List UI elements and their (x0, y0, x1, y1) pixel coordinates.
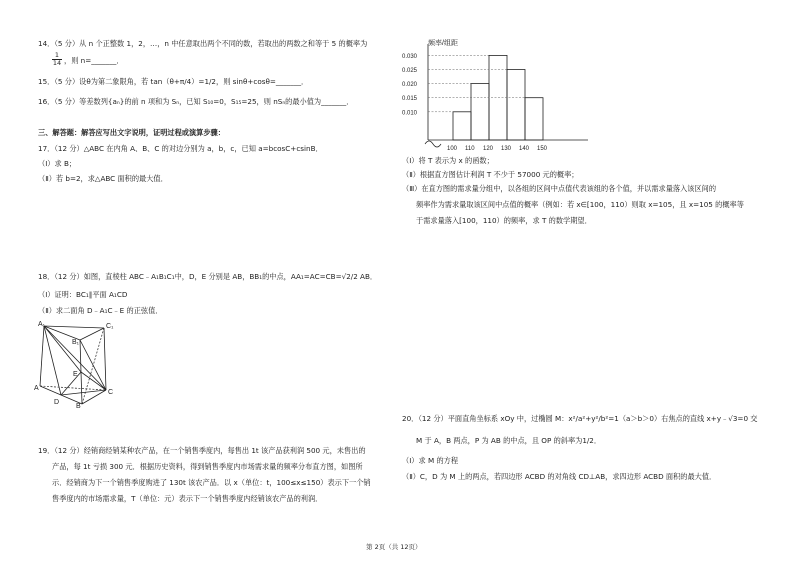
y-tick-label: 0.030 (402, 53, 418, 60)
y-tick-label: 0.020 (402, 82, 418, 89)
x-tick-label: 130 (501, 146, 512, 152)
q20-part2: （Ⅱ）C，D 为 M 上的两点，若四边形 ACBD 的对角线 CD⊥AB，求四边形 ACBD 面积的最大值． (402, 472, 717, 481)
q19-part2: （Ⅱ）根据直方图估计利润 T 不少于 57000 元的概率； (402, 170, 579, 179)
histogram-chart (398, 36, 598, 156)
y-tick-label: 0.010 (402, 110, 418, 117)
label-b1: B₁ (72, 339, 80, 346)
edge-aa1 (40, 326, 44, 386)
q17-part1: （Ⅰ）求 B； (38, 159, 77, 168)
x-tick-label: 150 (537, 146, 548, 152)
q14-tail: ，则 n=_______． (64, 56, 124, 65)
edge-ac-hidden (40, 386, 106, 390)
label-c: C (108, 389, 114, 396)
q14-text: 14．（5 分）从 n 个正整数 1，2，…，n 中任意取出两个不同的数，若取出的两数之和等于 5 的概率为 (38, 39, 368, 48)
q14-fraction (52, 52, 62, 67)
edge-c1b-hidden (82, 328, 104, 404)
q19-line2: 产品，每 1t 亏损 300 元．根据历史资料，得到销售季度内市场需求量的频率分布直方图，如图所 (52, 462, 363, 471)
y-tick-label: 0.015 (402, 96, 418, 103)
q15-text: 15．（5 分）设θ为第二象限角，若 tan（θ+π/4）=1/2，则 sinθ+cosθ=_______． (38, 77, 309, 86)
label-d: D (54, 399, 60, 406)
q18-part1: （Ⅰ）证明：BC₁∥平面 A₁CD (38, 290, 128, 299)
histogram-bar-1 (471, 84, 489, 140)
edge-cc1 (104, 328, 106, 390)
q14-frac-den: 14 (52, 59, 62, 67)
label-a: A (34, 385, 39, 392)
q19-line1: 19．（12 分）经销商经销某种农产品，在一个销售季度内，每售出 1t 该产品获利润 500 元，未售出的 (38, 446, 366, 455)
label-b: B (76, 403, 81, 410)
histogram-bar-3 (507, 70, 525, 141)
q18-text: 18．（12 分）如图，直棱柱 ABC﹣A₁B₁C₁中，D，E 分别是 AB，BB₁的中点，AA₁=AC=CB=√2/2 AB． (38, 272, 378, 281)
q19-line3: 示．经销商为下一个销售季度购进了 130t 该农产品．以 x（单位：t，100≤x≤150）表示下一个销 (52, 478, 371, 487)
x-tick-label: 100 (447, 146, 458, 152)
y-tick-label: 0.025 (402, 68, 418, 74)
q14-frac-num: 1 (54, 51, 60, 59)
edge-de (61, 372, 81, 395)
x-tick-label: 140 (519, 146, 530, 152)
label-a1: A₁ (38, 321, 46, 328)
section-3-heading: 三、解答题：解答应写出文字说明，证明过程或演算步骤： (38, 128, 225, 137)
q19-line4: 售季度内的市场需求量，T（单位：元）表示下一个销售季度内经销该农产品的利润． (52, 494, 323, 503)
q17-text: 17．（12 分）△ABC 在内角 A、B、C 的对边分别为 a，b，c，已知 a=bcosC+csinB． (38, 144, 323, 153)
q17-part2: （Ⅱ）若 b=2，求△ABC 面积的最大值． (38, 174, 168, 183)
label-c1: C₁ (106, 323, 114, 330)
q16-text: 16．（5 分）等差数列{aₙ}的前 n 项和为 Sₙ，已知 S₁₀=0，S₁₅=25，则 nSₙ的最小值为_______． (38, 97, 354, 106)
edge-a1c (44, 326, 106, 390)
histogram-bar-4 (525, 98, 543, 140)
axis-break-mark (425, 141, 441, 147)
q18-part2: （Ⅱ）求二面角 D﹣A₁C﹣E 的正弦值． (38, 306, 163, 315)
edge-b1c1 (80, 328, 104, 340)
q19-part3-line1: （Ⅲ）在直方图的需求量分组中，以各组的区间中点值代表该组的各个值，并以需求量落入该区间的 (402, 184, 717, 193)
label-e: E (73, 371, 78, 378)
q19-part3-line3: 于需求量落入[100，110）的频率，求 T 的数学期望． (416, 216, 592, 225)
x-tick-label: 120 (483, 146, 494, 152)
edge-ec (81, 372, 106, 390)
x-tick-label: 110 (465, 146, 475, 152)
q20-text: 20．（12 分）平面直角坐标系 xOy 中，过椭圆 M：x²/a²+y²/b²=1（a＞b＞0）右焦点的直线 x+y﹣√3=0 交 (402, 414, 758, 423)
histogram-bar-0 (453, 112, 471, 140)
prism-figure (32, 318, 122, 410)
page-footer: 第 2页（共 12页） (366, 543, 422, 551)
edge-a1c1 (44, 326, 104, 328)
q19-part1: （Ⅰ）将 T 表示为 x 的函数； (402, 156, 494, 165)
y-axis-label: 频率/组距 (428, 40, 458, 47)
q19-part3-line2: 频率作为需求量取该区间中点值的概率（例如：若 x∈[100，110）则取 x=105，且 x=105 的概率等 (416, 200, 744, 209)
q20-text-cont: M 于 A，B 两点，P 为 AB 的中点，且 OP 的斜率为1/2． (416, 436, 602, 445)
q20-part1: （Ⅰ）求 M 的方程 (402, 456, 459, 465)
